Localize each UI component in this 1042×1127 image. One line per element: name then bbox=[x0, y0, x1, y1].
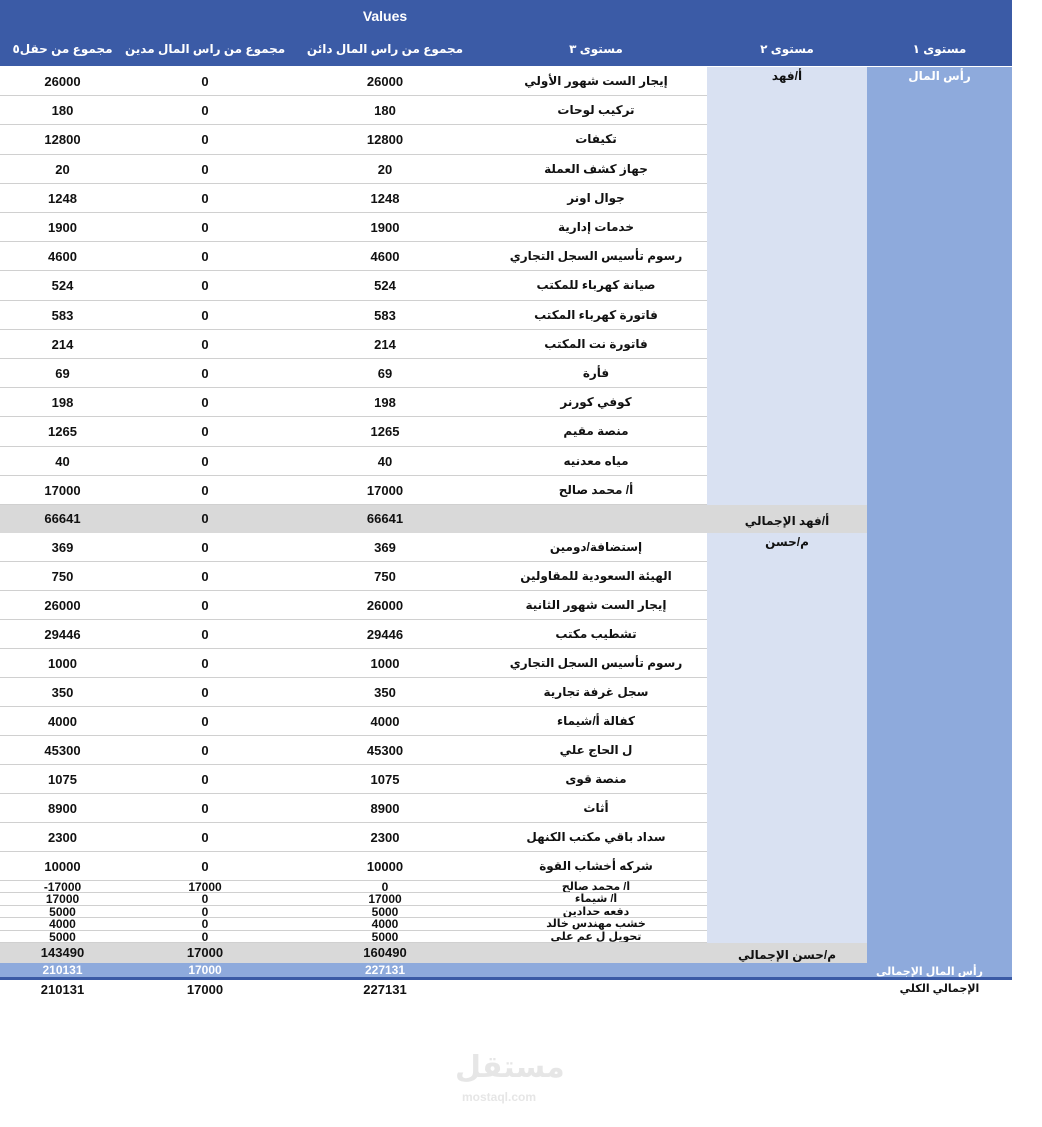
cell-field5: 1075 bbox=[0, 765, 125, 794]
cell-field5: 45300 bbox=[0, 736, 125, 765]
cell-field5: 29446 bbox=[0, 620, 125, 649]
cell-debit: 0 bbox=[125, 359, 285, 388]
cell-level3: أ/ شيماء bbox=[485, 893, 707, 905]
cell-debit: 0 bbox=[125, 562, 285, 591]
cell-debit: 17000 bbox=[186, 945, 224, 960]
cell-debit: 0 bbox=[125, 417, 285, 446]
cell-credit: 45300 bbox=[285, 736, 485, 765]
cell-level3: جوال اونر bbox=[485, 184, 707, 213]
cell-field5: 524 bbox=[0, 271, 125, 300]
cell-debit: 0 bbox=[125, 823, 285, 852]
cell-debit: 0 bbox=[125, 388, 285, 417]
cell-debit: 17000 bbox=[188, 963, 222, 977]
cell-level3: تشطيب مكتب bbox=[485, 620, 707, 649]
cell-credit: 1075 bbox=[285, 765, 485, 794]
cell-level3: فأرة bbox=[485, 359, 707, 388]
cell-level3: منصة قوى bbox=[485, 765, 707, 794]
cell-level3: أ/ محمد صالح bbox=[485, 881, 707, 893]
cell-debit: 0 bbox=[201, 511, 209, 526]
cell-debit: 0 bbox=[125, 271, 285, 300]
cell-credit: 1248 bbox=[285, 184, 485, 213]
cell-level3: كوفي كورنر bbox=[485, 388, 707, 417]
cell-credit: 369 bbox=[285, 533, 485, 562]
cell-credit: 0 bbox=[285, 881, 485, 893]
cell-level3: رسوم تأسيس السجل التجاري bbox=[485, 242, 707, 271]
cell-credit: 26000 bbox=[285, 591, 485, 620]
cell-credit: 180 bbox=[285, 96, 485, 125]
cell-credit: 583 bbox=[285, 301, 485, 330]
cell-debit: 0 bbox=[125, 918, 285, 930]
cell-field5: 214 bbox=[0, 330, 125, 359]
cell-field5: 40 bbox=[0, 447, 125, 476]
cell-debit: 0 bbox=[125, 906, 285, 918]
header-level1: مستوى ١ bbox=[912, 42, 967, 56]
cell-level3: تركيب لوحات bbox=[485, 96, 707, 125]
cell-credit: 4000 bbox=[285, 918, 485, 930]
cell-debit: 0 bbox=[125, 707, 285, 736]
cell-debit: 0 bbox=[125, 184, 285, 213]
cell-debit: 0 bbox=[125, 125, 285, 154]
cell-field5: 350 bbox=[0, 678, 125, 707]
level1-name: رأس المال bbox=[867, 67, 1012, 963]
cell-debit: 0 bbox=[125, 649, 285, 678]
cell-debit: 0 bbox=[125, 213, 285, 242]
header-level2: مستوى ٢ bbox=[760, 42, 814, 56]
cell-credit: 160490 bbox=[363, 945, 407, 960]
cell-debit: 0 bbox=[125, 678, 285, 707]
cell-debit: 0 bbox=[125, 476, 285, 505]
cell-level3: تحويل ل عم علي bbox=[485, 931, 707, 943]
cell-level3: أثاث bbox=[485, 794, 707, 823]
cell-field5: 17000 bbox=[0, 893, 125, 905]
cell-field5: 5000 bbox=[0, 906, 125, 918]
cell-field5: 66641 bbox=[44, 511, 81, 526]
cell-credit: 350 bbox=[285, 678, 485, 707]
cell-debit: 0 bbox=[125, 852, 285, 881]
cell-field5: 20 bbox=[0, 155, 125, 184]
cell-field5: 5000 bbox=[0, 931, 125, 943]
cell-field5: 26000 bbox=[0, 591, 125, 620]
watermark-url: mostaql.com bbox=[462, 1090, 537, 1104]
cell-level3: منصة مقيم bbox=[485, 417, 707, 446]
cell-level3: سجل غرفة تجارية bbox=[485, 678, 707, 707]
cell-field5: 750 bbox=[0, 562, 125, 591]
cell-field5: 4000 bbox=[0, 707, 125, 736]
cell-credit: 227131 bbox=[364, 963, 406, 977]
cell-field5: 4000 bbox=[0, 918, 125, 930]
cell-level3: خدمات إدارية bbox=[485, 213, 707, 242]
cell-credit: 2300 bbox=[285, 823, 485, 852]
group-name-hassan: م/حسن bbox=[707, 533, 867, 943]
cell-field5: 143490 bbox=[40, 945, 85, 960]
cell-field5: 1248 bbox=[0, 184, 125, 213]
cell-field5: 1900 bbox=[0, 213, 125, 242]
cell-field5: 17000 bbox=[0, 476, 125, 505]
subtotal-label-fahd: أ/فهد الإجمالي bbox=[744, 514, 830, 528]
cell-credit: 66641 bbox=[366, 511, 404, 526]
cell-field5: 1000 bbox=[0, 649, 125, 678]
cell-credit: 214 bbox=[285, 330, 485, 359]
cell-credit: 750 bbox=[285, 562, 485, 591]
cell-level3: أ/ محمد صالح bbox=[485, 476, 707, 505]
cell-field5: 26000 bbox=[0, 67, 125, 96]
cell-credit: 10000 bbox=[285, 852, 485, 881]
cell-field5: 2300 bbox=[0, 823, 125, 852]
cell-field5: 69 bbox=[0, 359, 125, 388]
header-credit: مجموع من راس المال دائن bbox=[306, 42, 464, 56]
cell-credit: 40 bbox=[285, 447, 485, 476]
header-level3: مستوى ٣ bbox=[569, 42, 623, 56]
cell-debit: 0 bbox=[125, 736, 285, 765]
cell-level3: جهاز كشف العملة bbox=[485, 155, 707, 184]
cell-credit: 17000 bbox=[285, 476, 485, 505]
cell-field5: 8900 bbox=[0, 794, 125, 823]
cell-field5: 210131 bbox=[42, 963, 83, 977]
grand-total-label: الإجمالي الكلي bbox=[899, 983, 980, 995]
cell-field5: 369 bbox=[0, 533, 125, 562]
cell-level3: خشب مهندس خالد bbox=[485, 918, 707, 930]
cell-field5: 4600 bbox=[0, 242, 125, 271]
cell-credit: 227131 bbox=[363, 982, 407, 997]
cell-credit: 20 bbox=[285, 155, 485, 184]
cell-level3: إيجار الست شهور الثانية bbox=[485, 591, 707, 620]
cell-credit: 1900 bbox=[285, 213, 485, 242]
cell-level3: الهيئة السعودية للمقاولين bbox=[485, 562, 707, 591]
cell-level3: تكيفات bbox=[485, 125, 707, 154]
cell-credit: 1265 bbox=[285, 417, 485, 446]
cell-credit: 69 bbox=[285, 359, 485, 388]
cell-credit: 5000 bbox=[285, 931, 485, 943]
cell-debit: 0 bbox=[125, 96, 285, 125]
cell-level3: فاتورة نت المكتب bbox=[485, 330, 707, 359]
cell-level3: كفالة أ/شيماء bbox=[485, 707, 707, 736]
cell-level3: مياه معدنيه bbox=[485, 447, 707, 476]
cell-debit: 17000 bbox=[125, 881, 285, 893]
cell-credit: 524 bbox=[285, 271, 485, 300]
cell-credit: 8900 bbox=[285, 794, 485, 823]
cell-field5: 1265 bbox=[0, 417, 125, 446]
header-field5: مجموع من حقل٥ bbox=[12, 42, 113, 56]
cell-credit: 17000 bbox=[285, 893, 485, 905]
cell-level3: شركه أخشاب القوة bbox=[485, 852, 707, 881]
cell-field5: 583 bbox=[0, 301, 125, 330]
cell-level3: دفعه حدادين bbox=[485, 906, 707, 918]
cell-field5: 210131 bbox=[40, 982, 85, 997]
cell-debit: 17000 bbox=[186, 982, 224, 997]
header-debit: مجموع من راس المال مدين bbox=[125, 42, 285, 56]
cell-debit: 0 bbox=[125, 533, 285, 562]
cell-credit: 4600 bbox=[285, 242, 485, 271]
cell-credit: 12800 bbox=[285, 125, 485, 154]
cell-field5: 10000 bbox=[0, 852, 125, 881]
cell-level3: فاتورة كهرباء المكتب bbox=[485, 301, 707, 330]
cell-field5: 180 bbox=[0, 96, 125, 125]
cell-debit: 0 bbox=[125, 765, 285, 794]
cell-field5: -17000 bbox=[0, 881, 125, 893]
cell-field5: 198 bbox=[0, 388, 125, 417]
cell-debit: 0 bbox=[125, 67, 285, 96]
cell-level3: ل الحاج علي bbox=[485, 736, 707, 765]
cell-credit: 29446 bbox=[285, 620, 485, 649]
group-name-fahd: أ/فهد bbox=[707, 67, 867, 505]
cell-credit: 4000 bbox=[285, 707, 485, 736]
header-values-band bbox=[0, 0, 1012, 32]
cell-debit: 0 bbox=[125, 893, 285, 905]
cell-field5: 12800 bbox=[0, 125, 125, 154]
header-values-label: Values bbox=[362, 8, 408, 24]
cell-level3: سداد باقي مكتب الكنهل bbox=[485, 823, 707, 852]
level1-total-label: رأس المال الإجمالي bbox=[876, 966, 983, 977]
cell-debit: 0 bbox=[125, 931, 285, 943]
cell-debit: 0 bbox=[125, 155, 285, 184]
cell-credit: 5000 bbox=[285, 906, 485, 918]
subtotal-label-hassan: م/حسن الإجمالي bbox=[737, 948, 836, 962]
cell-debit: 0 bbox=[125, 242, 285, 271]
cell-level3: إيجار الست شهور الأولي bbox=[485, 67, 707, 96]
cell-debit: 0 bbox=[125, 447, 285, 476]
cell-credit: 198 bbox=[285, 388, 485, 417]
cell-debit: 0 bbox=[125, 330, 285, 359]
cell-level3: صيانة كهرباء للمكتب bbox=[485, 271, 707, 300]
cell-debit: 0 bbox=[125, 794, 285, 823]
cell-credit: 26000 bbox=[285, 67, 485, 96]
cell-debit: 0 bbox=[125, 620, 285, 649]
cell-credit: 1000 bbox=[285, 649, 485, 678]
cell-level3: رسوم تأسيس السجل التجاري bbox=[485, 649, 707, 678]
watermark-logo: مستقل bbox=[455, 1051, 565, 1084]
cell-debit: 0 bbox=[125, 591, 285, 620]
cell-level3: إستضافة/دومين bbox=[485, 533, 707, 562]
cell-debit: 0 bbox=[125, 301, 285, 330]
